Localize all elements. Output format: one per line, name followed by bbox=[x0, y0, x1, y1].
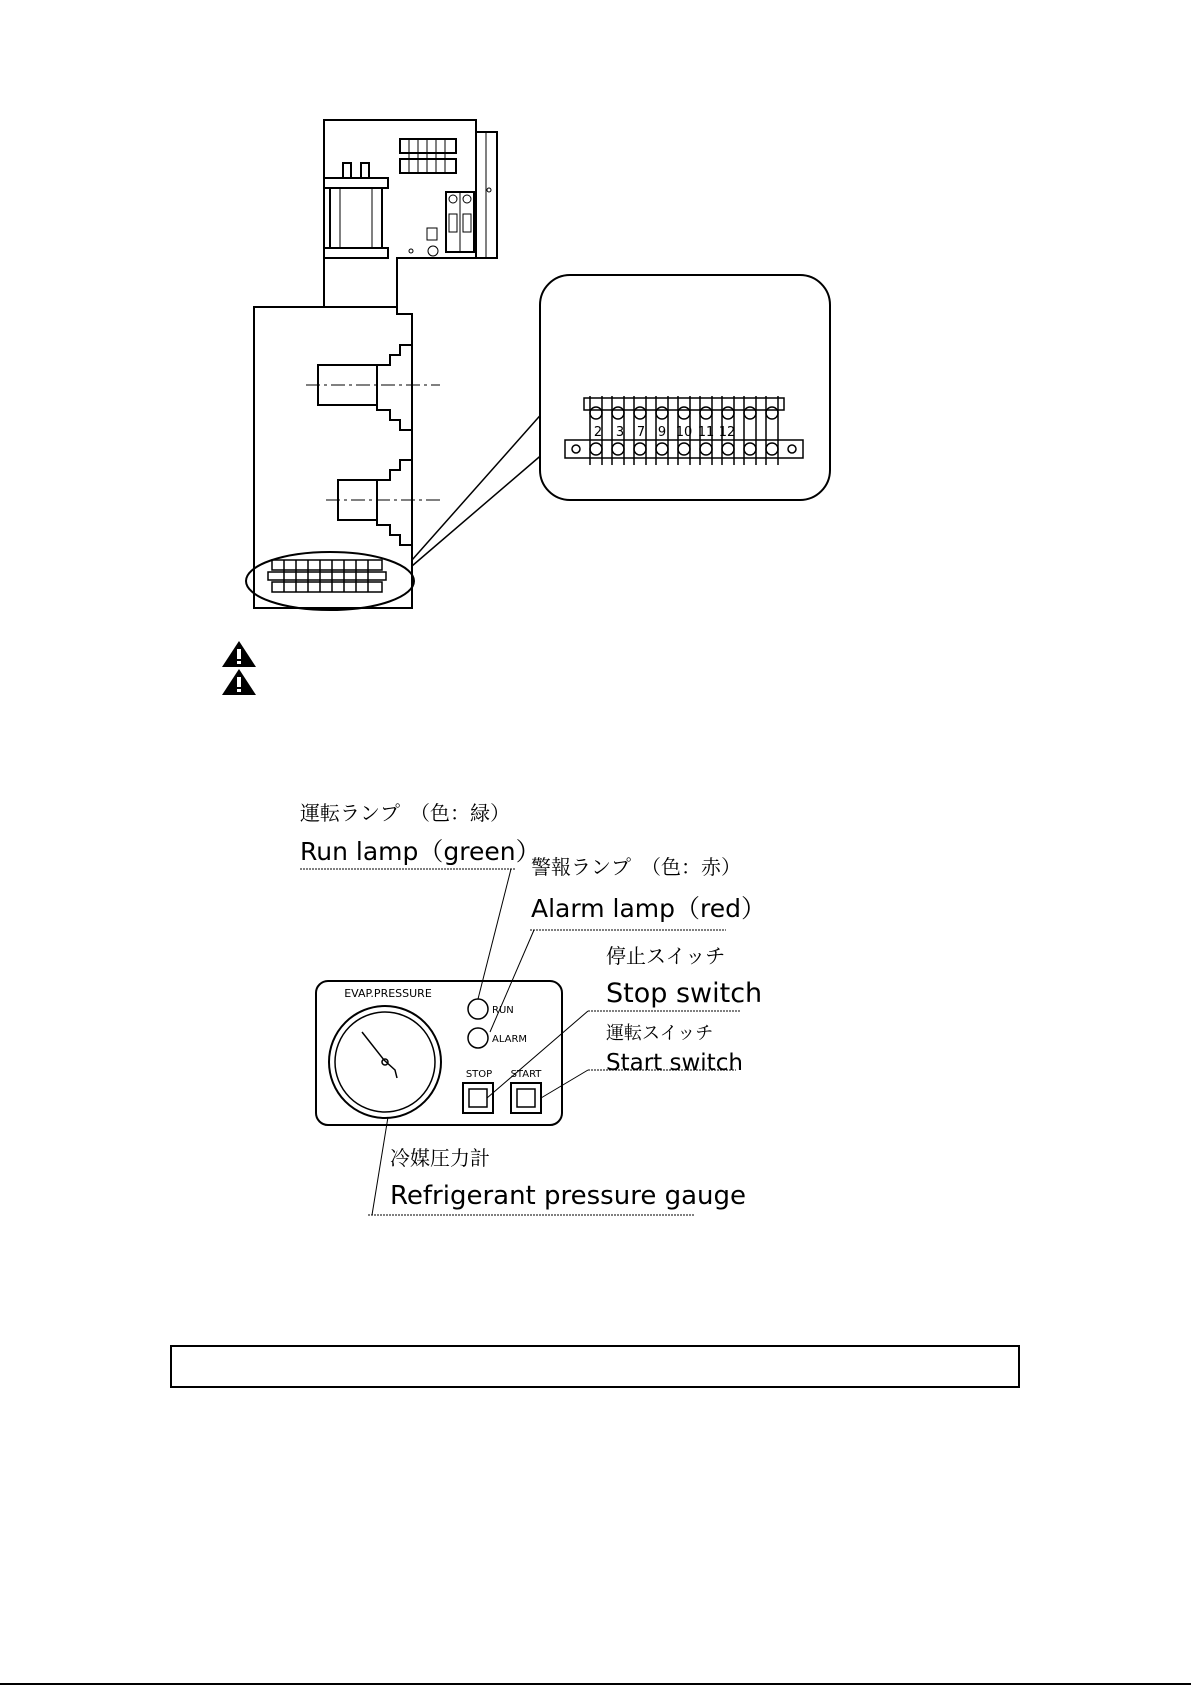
terminal-number: 10 bbox=[675, 425, 693, 440]
start-switch[interactable] bbox=[511, 1083, 541, 1113]
alarm-lamp-callout-jp: 警報ランプ （色：赤） bbox=[531, 855, 741, 879]
pressure-gauge-callout-jp: 冷媒圧力計 bbox=[390, 1146, 490, 1170]
terminal-number: 11 bbox=[697, 425, 715, 440]
alarm-lamp-label: ALARM bbox=[492, 1034, 528, 1045]
start-switch-callout-en: Start switch bbox=[606, 1050, 743, 1076]
callout-leader-lines bbox=[412, 410, 545, 566]
run-lamp-callout-jp: 運転ランプ （色：緑） bbox=[300, 801, 510, 825]
terminal-number: 2 bbox=[593, 425, 603, 440]
start-switch-label: START bbox=[510, 1069, 542, 1080]
terminal-block-small bbox=[246, 552, 414, 610]
terminal-block-zoom bbox=[540, 275, 830, 500]
alarm-lamp bbox=[468, 1028, 488, 1048]
pressure-gauge bbox=[329, 987, 441, 1118]
note-box bbox=[170, 1345, 1020, 1388]
start-switch-callout-jp: 運転スイッチ bbox=[606, 1023, 714, 1044]
stop-switch-callout-en: Stop switch bbox=[606, 978, 763, 1009]
run-lamp-callout-en: Run lamp（green） bbox=[300, 837, 541, 866]
terminal-number: 7 bbox=[636, 425, 646, 440]
run-lamp-label: RUN bbox=[492, 1005, 514, 1016]
warning-icon bbox=[222, 669, 256, 695]
operation-panel bbox=[316, 981, 562, 1125]
warning-icon bbox=[222, 641, 256, 667]
control-box-lower bbox=[254, 307, 440, 608]
pressure-gauge-callout-en: Refrigerant pressure gauge bbox=[390, 1181, 747, 1211]
run-lamp bbox=[468, 999, 488, 1019]
alarm-lamp-callout-en: Alarm lamp（red） bbox=[531, 894, 766, 923]
stop-switch[interactable] bbox=[463, 1083, 493, 1113]
control-box-upper bbox=[324, 120, 497, 307]
terminal-number: 9 bbox=[657, 425, 667, 440]
gauge-label: EVAP.PRESSURE bbox=[344, 987, 432, 1000]
terminal-number: 3 bbox=[615, 425, 625, 440]
stop-switch-label: STOP bbox=[465, 1069, 493, 1080]
stop-switch-callout-jp: 停止スイッチ bbox=[606, 944, 726, 968]
terminal-number: 12 bbox=[718, 425, 736, 440]
